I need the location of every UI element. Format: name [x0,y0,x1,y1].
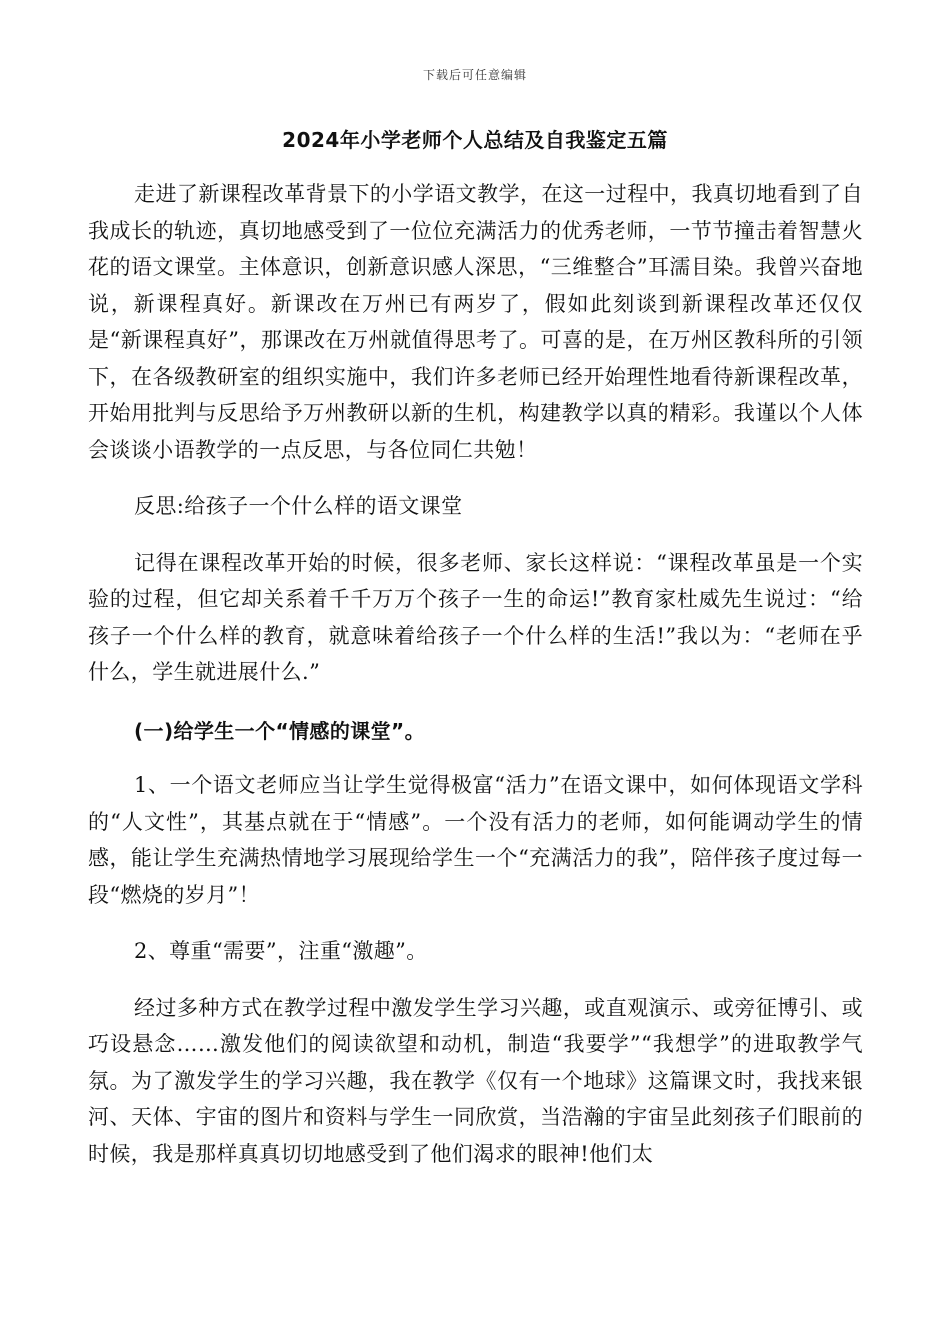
header-note: 下载后可任意编辑 [422,68,527,82]
paragraph-reflection-title: 反思:给孩子一个什么样的语文课堂 [134,494,463,518]
document-title: 2024年小学老师个人总结及自我鉴定五篇 [282,128,668,152]
paragraph-interest: 经过多种方式在教学过程中激发学生学习兴趣，或直观演示、或旁征博引、或巧设悬念……激发他们的阅读欲望和动机，制造“我要学”“我想学”的进取教学气氛。为了激发学生的学习兴趣，我在教学《仅有一个地球》这篇课文时，我找来银河、天体、宇宙的图片和资料与学生一同欣赏，当浩瀚的宇宙呈此刻孩子们眼前的时候，我是那样真真切切地感受到了他们渴求的眼神!他们太 [88,995,863,1166]
paragraph-point-1: 1、一个语文老师应当让学生觉得极富“活力”在语文课中，如何体现语文学科的“人文性”，其基点就在于“情感”。一个没有活力的老师，如何能调动学生的情感，能让学生充满热情地学习展现给学生一个“充满活力的我”，陪伴孩子度过每一段“燃烧的岁月”！ [88,773,863,907]
paragraph-point-2: 2、尊重“需要”，注重“激趣”。 [134,939,428,963]
section-heading-1: (一)给学生一个“情感的课堂”。 [134,718,425,743]
paragraph-intro: 走进了新课程改革背景下的小学语文教学，在这一过程中，我真切地看到了自我成长的轨迹，真切地感受到了一位位充满活力的优秀老师，一节节撞击着智慧火花的语文课堂。主体意识，创新意识感人深思，“三维整合”耳濡目染。我曾兴奋地说，新课程真好。新课改在万州已有两岁了，假如此刻谈到新课程改革还仅仅是“新课程真好”，那课改在万州就值得思考了。可喜的是，在万州区教科所的引领下，在各级教研室的组织实施中，我们许多老师已经开始理性地看待新课程改革，开始用批判与反思给予万州教研以新的生机，构建教学以真的精彩。我谨以个人体会谈谈小语教学的一点反思，与各位同仁共勉！ [88,182,863,462]
document-body [88,176,863,1172]
paragraph-reform-quote: 记得在课程改革开始的时候，很多老师、家长这样说：“课程改革虽是一个实验的过程，但它却关系着千千万万个孩子一生的命运!”教育家杜威先生说过：“给孩子一个什么样的教育，就意味着给孩子一个什么样的生活!”我以为：“老师在乎什么，学生就进展什么.” [88,550,863,684]
